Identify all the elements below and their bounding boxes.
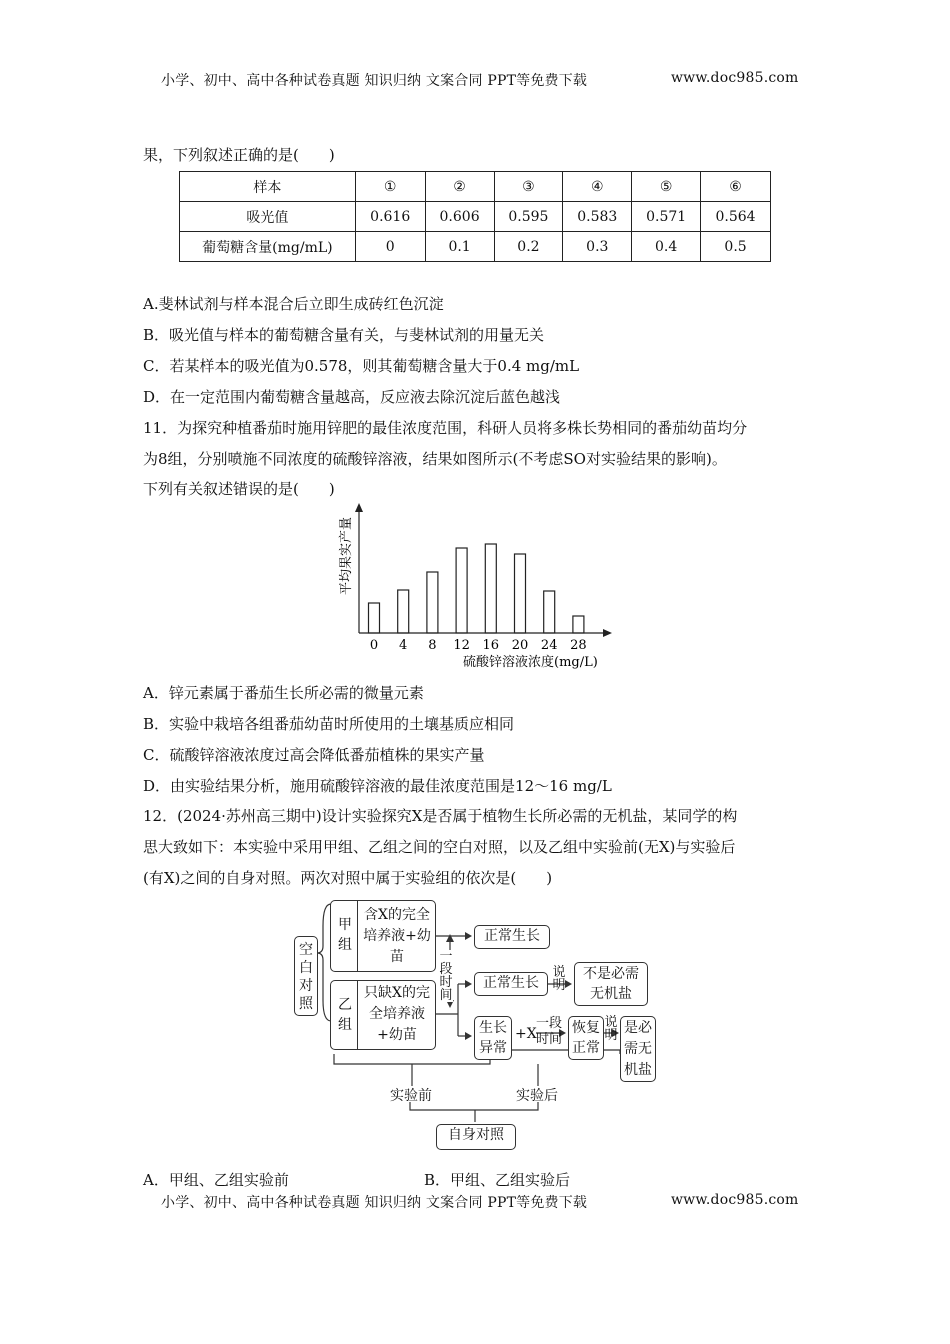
q12-stem-line: (有X)之间的自身对照。两次对照中属于实验组的依次是( ) bbox=[143, 869, 553, 887]
chart-bar-0 bbox=[369, 603, 380, 633]
x-tick-label: 4 bbox=[399, 638, 408, 653]
table-cell: 0.4 bbox=[632, 232, 701, 262]
bar-chart bbox=[334, 503, 634, 673]
q11-stem-line: 为8组，分别喷施不同浓度的硫酸锌溶液，结果如图所示(不考虑SO对实验结果的影响)。 bbox=[143, 450, 727, 468]
chart-bar-20 bbox=[515, 554, 526, 633]
table-row bbox=[180, 202, 771, 232]
group-yi-box bbox=[330, 980, 436, 1050]
table-cell: ⑥ bbox=[701, 172, 771, 202]
table-cell: 吸光值 bbox=[180, 202, 356, 232]
explain-label-2: 说明 bbox=[604, 1015, 618, 1043]
x-tick-label: 20 bbox=[511, 638, 529, 653]
chart-bar-8 bbox=[427, 572, 438, 633]
table-cell: ⑤ bbox=[632, 172, 701, 202]
chart-bar-4 bbox=[398, 590, 409, 633]
y-axis-label: 平均果实产量 bbox=[339, 516, 354, 595]
footer-url[interactable]: www.doc985.com bbox=[671, 1192, 799, 1208]
chart-bar-28 bbox=[573, 616, 584, 633]
table-cell: 0.564 bbox=[701, 202, 771, 232]
is-necessary-box: 是必需无机盐 bbox=[620, 1016, 656, 1082]
table-cell: ② bbox=[425, 172, 494, 202]
group-yi-label: 乙组 bbox=[338, 997, 352, 1033]
table-cell: 样本 bbox=[180, 172, 356, 202]
table-cell: 0.2 bbox=[494, 232, 563, 262]
table-cell: 0.571 bbox=[632, 202, 701, 232]
x-axis-label: 硫酸锌溶液浓度(mg/L) bbox=[463, 655, 598, 670]
jia-content: 含X的完全培养液+幼苗 bbox=[363, 907, 431, 965]
q10-option-a: A.斐林试剂与样本混合后立即生成砖红色沉淀 bbox=[143, 295, 444, 313]
page-footer bbox=[161, 1192, 587, 1212]
table-cell: 0.3 bbox=[563, 232, 632, 262]
x-tick-label: 0 bbox=[369, 638, 379, 653]
table-cell: ④ bbox=[563, 172, 632, 202]
table-cell: 葡萄糖含量(mg/mL) bbox=[180, 232, 356, 262]
q12-stem-line: 思大致如下：本实验中采用甲组、乙组之间的空白对照，以及乙组中实验前(无X)与实验后 bbox=[143, 838, 736, 856]
table-cell: ③ bbox=[494, 172, 563, 202]
q10-option-d: D．在一定范围内葡萄糖含量越高，反应液去除沉淀后蓝色越浅 bbox=[143, 388, 561, 406]
chart-bar-12 bbox=[456, 548, 467, 633]
q12-option-a: A．甲组、乙组实验前 bbox=[143, 1171, 289, 1189]
q12-stem-line: 12．(2024·苏州高三期中)设计实验探究X是否属于植物生长所必需的无机盐，某同学的构 bbox=[143, 807, 738, 825]
group-jia-box bbox=[330, 900, 436, 972]
blank-control-box: 空白对照 bbox=[294, 936, 318, 1016]
chart-bar-16 bbox=[485, 544, 496, 633]
q11-option-d: D．由实验结果分析，施用硫酸锌溶液的最佳浓度范围是12～16 mg/L bbox=[143, 777, 612, 795]
table-cell: 0.606 bbox=[425, 202, 494, 232]
x-tick-label: 8 bbox=[428, 638, 437, 653]
y-axis-arrow bbox=[355, 503, 363, 512]
x-tick-label: 12 bbox=[453, 638, 470, 653]
period-label: 一段时间 bbox=[439, 949, 453, 1003]
table-cell: 0.1 bbox=[425, 232, 494, 262]
recover-normal-box: 恢复正常 bbox=[568, 1016, 604, 1060]
table-row bbox=[180, 232, 771, 262]
flow-diagram bbox=[290, 896, 670, 1158]
normal-growth-box-2: 正常生长 bbox=[474, 972, 548, 996]
q10-option-c: C．若某样本的吸光值为0.578，则其葡萄糖含量大于0.4 mg/mL bbox=[143, 357, 580, 375]
q11-option-a: A．锌元素属于番茄生长所必需的微量元素 bbox=[143, 684, 424, 702]
x-tick-label: 28 bbox=[570, 638, 587, 653]
q10-intro: 果，下列叙述正确的是( ) bbox=[143, 146, 335, 164]
table-cell: 0 bbox=[355, 232, 425, 262]
after-label: 实验后 bbox=[516, 1088, 558, 1104]
q11-stem-line: 下列有关叙述错误的是( ) bbox=[143, 480, 335, 498]
q11-stem-line: 11．为探究种植番茄时施用锌肥的最佳浓度范围，科研人员将多株长势相同的番茄幼苗均分 bbox=[143, 419, 748, 437]
not-necessary-box: 不是必需无机盐 bbox=[574, 962, 648, 1006]
footer-left-text: 小学、初中、高中各种试卷真题 知识归纳 文案合同 PPT等免费下载 bbox=[161, 1195, 588, 1211]
table-cell: 0.5 bbox=[701, 232, 771, 262]
before-label: 实验前 bbox=[390, 1088, 432, 1104]
period-label-2: 一段时间 bbox=[536, 1016, 563, 1047]
yi-content: 只缺X的完全培养液+幼苗 bbox=[364, 985, 430, 1043]
normal-growth-box-1: 正常生长 bbox=[474, 925, 550, 949]
q11-option-b: B．实验中栽培各组番茄幼苗时所使用的土壤基质应相同 bbox=[143, 715, 515, 733]
self-control-box: 自身对照 bbox=[436, 1124, 516, 1150]
x-tick-label: 24 bbox=[540, 638, 558, 653]
header-url[interactable]: www.doc985.com bbox=[671, 70, 799, 86]
q10-option-b: B．吸光值与样本的葡萄糖含量有关，与斐林试剂的用量无关 bbox=[143, 326, 545, 344]
table-row bbox=[180, 172, 771, 202]
x-tick-label: 16 bbox=[482, 638, 500, 653]
table-cell: ① bbox=[355, 172, 425, 202]
plus-x-label: +X bbox=[515, 1026, 537, 1042]
q12-option-b: B．甲组、乙组实验后 bbox=[424, 1171, 571, 1189]
group-jia-label: 甲组 bbox=[338, 917, 352, 953]
table-cell: 0.616 bbox=[355, 202, 425, 232]
q11-option-c: C．硫酸锌溶液浓度过高会降低番茄植株的果实产量 bbox=[143, 746, 485, 764]
table-cell: 0.595 bbox=[494, 202, 563, 232]
abnormal-growth-box: 生长异常 bbox=[474, 1016, 512, 1060]
x-axis-arrow bbox=[603, 629, 612, 637]
q10-table bbox=[179, 171, 771, 262]
chart-bar-24 bbox=[544, 591, 555, 633]
page-header bbox=[161, 70, 587, 90]
header-left-text: 小学、初中、高中各种试卷真题 知识归纳 文案合同 PPT等免费下载 bbox=[161, 73, 588, 89]
table-cell: 0.583 bbox=[563, 202, 632, 232]
explain-label-1: 说明 bbox=[552, 965, 566, 993]
